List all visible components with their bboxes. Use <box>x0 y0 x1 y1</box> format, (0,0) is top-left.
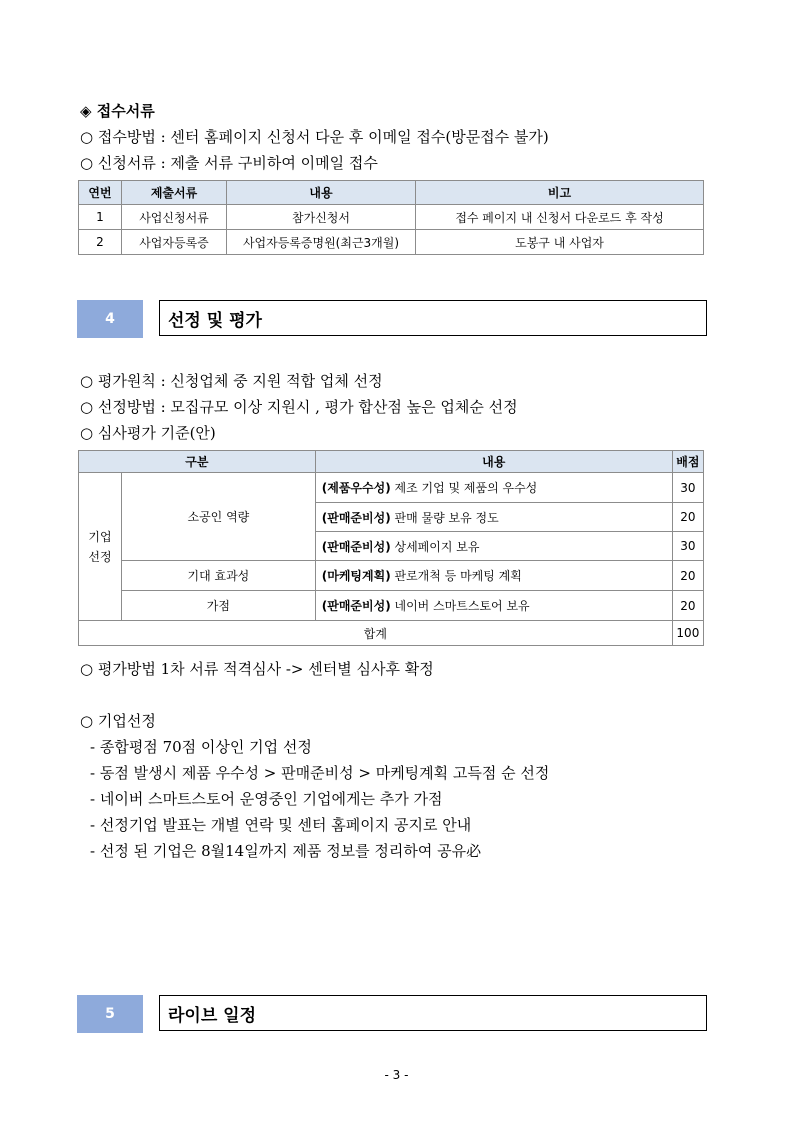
docs-table <box>78 180 704 255</box>
table-cell: 1 <box>79 205 122 230</box>
total-label: 합계 <box>79 621 673 646</box>
eval-line-3: ○ 심사평가 기준(안) <box>80 424 216 442</box>
table-cell: 사업자등록증명원(최근3개월) <box>227 230 416 255</box>
section-5-title: 라이브 일정 <box>159 995 707 1031</box>
row-tag: (판매준비성) <box>321 539 391 554</box>
table-cell: 도봉구 내 사업자 <box>416 230 704 255</box>
section-4-number: 4 <box>77 300 143 338</box>
eval-line-1: ○ 평가원칙 : 신청업체 중 지원 적합 업체 선정 <box>80 372 383 390</box>
eval-table <box>78 450 704 646</box>
table-cell: 접수 페이지 내 신청서 다운로드 후 작성 <box>416 205 704 230</box>
group-label: 기업 선정 <box>88 529 112 564</box>
select-item: - 선정 된 기업은 8월14일까지 제품 정보를 정리하여 공유必 <box>90 842 482 860</box>
table-cell: 사업자등록증 <box>122 230 227 255</box>
row-tag: (판매준비성) <box>321 510 391 525</box>
docs-header: 연번 <box>79 181 122 205</box>
table-cell <box>315 473 672 503</box>
table-cell <box>315 591 672 621</box>
table-cell <box>315 503 672 532</box>
eval-line-2: ○ 선정방법 : 모집규모 이상 지원시 , 평가 합산점 높은 업체순 선정 <box>80 398 518 416</box>
eval-header: 구분 <box>79 451 316 473</box>
table-cell: 참가신청서 <box>227 205 416 230</box>
eval-method: ○ 평가방법 1차 서류 적격심사 -> 센터별 심사후 확정 <box>80 660 434 678</box>
select-item: - 종합평점 70점 이상인 기업 선정 <box>90 738 312 756</box>
row-tag: (마케팅계획) <box>321 569 391 583</box>
select-item: - 동점 발생시 제품 우수성 > 판매준비성 > 마케팅계획 고득점 순 선정 <box>90 764 550 782</box>
row-text: 판매 물량 보유 정도 <box>390 510 499 525</box>
select-item: - 네이버 스마트스토어 운영중인 기업에게는 추가 가점 <box>90 790 443 808</box>
select-heading: ○ 기업선정 <box>80 712 156 730</box>
eval-header: 내용 <box>315 451 672 473</box>
section-5-number: 5 <box>77 995 143 1033</box>
sub-cell: 기대 효과성 <box>122 561 316 591</box>
score-cell: 20 <box>672 561 703 591</box>
eval-header: 배점 <box>672 451 703 473</box>
table-cell: 2 <box>79 230 122 255</box>
total-score: 100 <box>672 621 703 646</box>
docs-heading: ◈ 접수서류 <box>80 102 155 120</box>
table-cell <box>315 532 672 561</box>
score-cell: 20 <box>672 503 703 532</box>
docs-line-1: ○ 접수방법 : 센터 홈페이지 신청서 다운 후 이메일 접수(방문접수 불가) <box>80 128 549 146</box>
sub-cell: 가점 <box>122 591 316 621</box>
docs-header: 제출서류 <box>122 181 227 205</box>
sub-cell: 소공인 역량 <box>122 473 316 561</box>
docs-header: 비고 <box>416 181 704 205</box>
page-number: - 3 - <box>384 1068 409 1082</box>
row-tag: (제품우수성) <box>321 481 391 495</box>
section-4-title: 선정 및 평가 <box>159 300 707 336</box>
row-tag: (판매준비성) <box>321 599 391 613</box>
score-cell: 30 <box>672 473 703 503</box>
table-cell: 사업신청서류 <box>122 205 227 230</box>
row-text: 제조 기업 및 제품의 우수성 <box>390 481 538 495</box>
row-text: 네이버 스마트스토어 보유 <box>390 599 530 613</box>
group-cell <box>79 473 122 621</box>
table-cell <box>315 561 672 591</box>
row-text: 상세페이지 보유 <box>390 539 480 554</box>
row-text: 판로개척 등 마케팅 계획 <box>390 569 522 583</box>
docs-header: 내용 <box>227 181 416 205</box>
select-item: - 선정기업 발표는 개별 연락 및 센터 홈페이지 공지로 안내 <box>90 816 472 834</box>
score-cell: 30 <box>672 532 703 561</box>
score-cell: 20 <box>672 591 703 621</box>
docs-line-2: ○ 신청서류 : 제출 서류 구비하여 이메일 접수 <box>80 154 378 172</box>
